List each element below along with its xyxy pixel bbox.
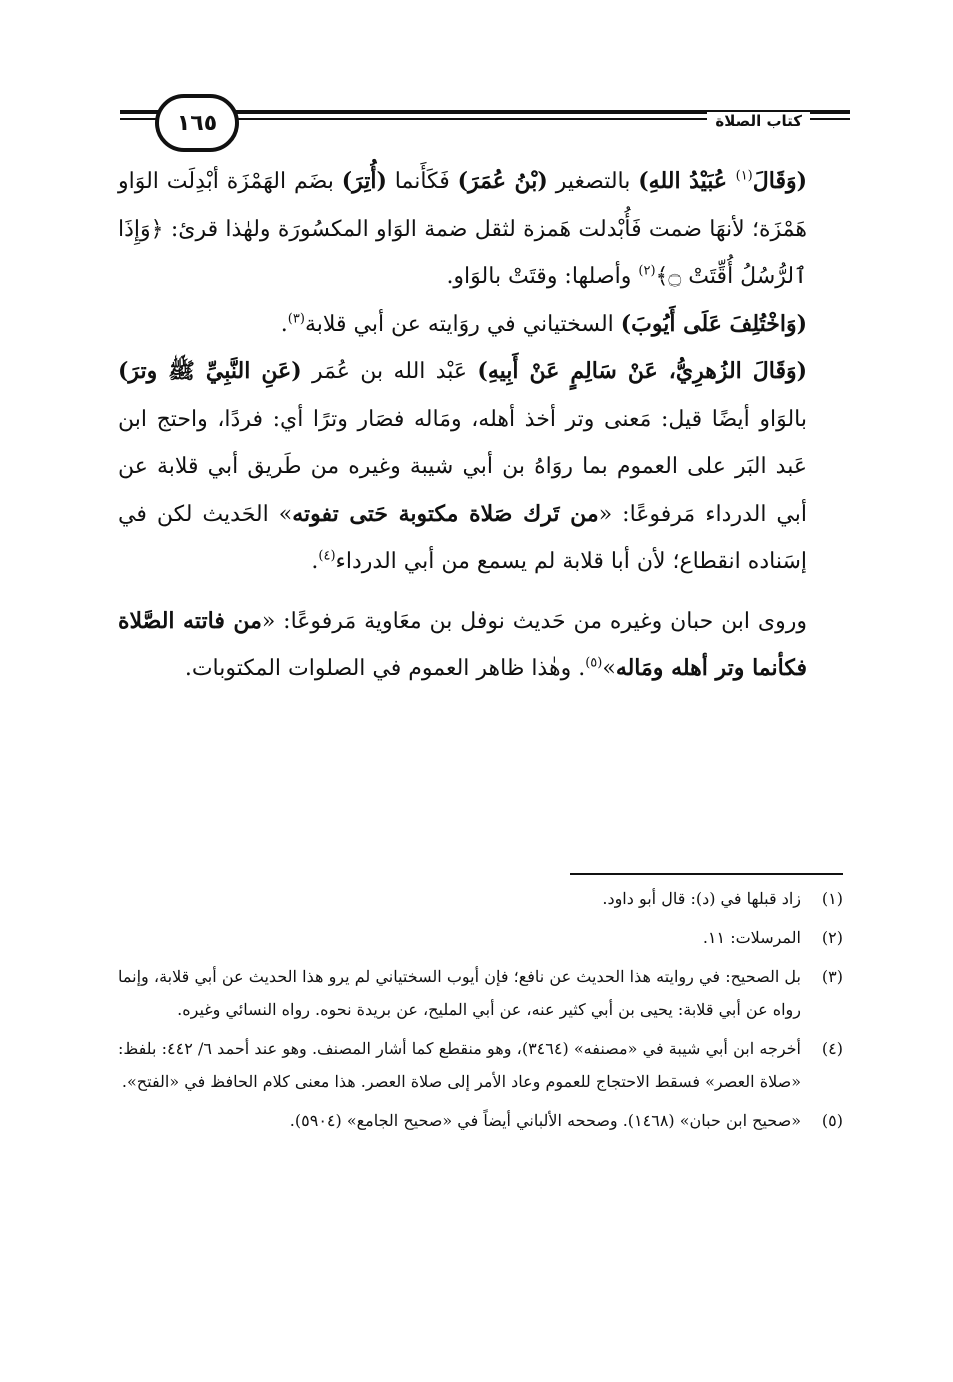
footnote-number: (٢) — [821, 928, 843, 947]
main-text — [118, 158, 843, 693]
footnote-ref: (٤) — [318, 548, 336, 564]
hadith-quote: من فاتته الصَّلاة فكأنما وتر أهله ومَاله — [118, 607, 807, 681]
footnote-text: بل الصحيح: في روايته هذا الحديث عن نافع؛ فإن أيوب السختياني لم يرو هذا الحديث عن أبي قلابة، وإنما رواه عن أبي قلابة: يحيى بن أبي كثير عنه، عن أبي المليح، عن بريدة نحوه. رواه النسائي وغيره. — [118, 967, 801, 1019]
text: . — [311, 549, 319, 574]
text: » الحَديث لكن في إسَناده انقطاع؛ لأن أبا قلابة لم يسمع من أبي الدرداء — [118, 501, 807, 574]
hadith-quote: من تَرك صَلاة مكتوبة حَتى تفوته — [292, 500, 599, 527]
footnote — [118, 1032, 843, 1098]
running-title: كتاب الصلاة — [707, 112, 810, 130]
footnote — [118, 921, 843, 954]
page-number: ١٦٥ — [155, 94, 239, 152]
quote: عُبَيْدُ اللهِ) — [638, 168, 736, 194]
footnotes — [118, 882, 843, 1143]
paragraph-1 — [118, 158, 843, 301]
footnote-text: أخرجه ابن أبي شيبة في «مصنفه» (٣٤٦٤)، وهو منقطع كما أشار المصنف. وهو عند أحمد ٦/ ٤٤٢: بلفظ: «صلاة العصر» فسقط الاحتجاج للعموم وعاد الأمر إلى صلاة العصر. هذا معنى كلام الحافظ في «الفتح». — [118, 1039, 801, 1091]
quote: (وَاخْتُلِفَ عَلَى أَيُوبَ) — [620, 310, 807, 337]
text: بضَم الهَمْزَة أبْدِلَت الوَاو هَمْزَة؛ لأنهَا ضمت فَأُبْدلت هَمزة لثقل ضمة الوَاو المكسُورَة ولهٰذا قرئ: ﴿وَإِذَا ٱلرُّسُلُ أُقِّتَتْ ۝﴾ — [118, 169, 807, 289]
text: بالوَاو أيضًا قيل: مَعنى وتر أخذ أهله، ومَاله فصَار وترًا أي: فردًا، واحتج ابن عَبد البَر على العموم بما روَاهُ بن أبي شيبة وغيره من طَريق أبي قلابة عن أبي الدرداء مَرفوعًا: « — [118, 406, 807, 527]
quote: (وَقَالَ — [752, 168, 807, 194]
paragraph-2 — [118, 301, 843, 349]
text: . وهٰذا ظاهر العموم في الصلوات المكتوبات. — [184, 656, 586, 681]
text: » — [602, 656, 616, 681]
text: . — [280, 311, 288, 337]
quote: (عَنِ النَّبِيِّ ﷺ وترَ) — [118, 358, 302, 384]
footnote — [118, 882, 843, 915]
footnote-text: زاد قبلها في (د): قال أبو داود. — [602, 889, 801, 908]
quote: (وَقَالَ الزُهرِيُّ، عَنْ سَالِمٍ عَنْ أَبِيهِ) — [477, 358, 808, 384]
text: السختياني في روَايته عن أبي قلابة — [304, 311, 621, 337]
footnote-ref: (٥) — [585, 655, 603, 671]
footnote — [118, 1104, 843, 1137]
text: عَبْد الله بن عُمَر — [301, 359, 478, 384]
text: فَكَأَنما — [386, 169, 458, 194]
text: وروى ابن حبان وغيره من حَديث نوفل بن معَاوية مَرفوعًا: « — [261, 608, 807, 634]
footnote — [118, 960, 843, 1026]
footnote-number: (١) — [821, 889, 843, 908]
page-header — [120, 88, 850, 148]
footnote-number: (٤) — [821, 1039, 843, 1058]
quote: (بْنُ عُمَرَ) — [457, 168, 548, 194]
footnote-text: «صحيح ابن حبان» (١٤٦٨). وصححه الألباني أيضاً في «صحيح الجامع» (٥٩٠٤). — [289, 1111, 801, 1130]
text: وأصلها: وقتَتْ بالوَاو. — [446, 264, 639, 289]
footnote-ref: (٢) — [638, 263, 656, 279]
paragraph-4 — [118, 598, 843, 693]
quote: (أُتِرَ) — [341, 168, 387, 194]
text: بالتصغير — [547, 169, 639, 194]
footnote-number: (٣) — [821, 967, 843, 986]
footnote-separator — [570, 873, 843, 875]
paragraph-3 — [118, 348, 843, 586]
footnote-ref: (٣) — [287, 311, 305, 327]
footnote-ref: (١) — [735, 168, 753, 184]
footnote-text: المرسلات: ١١. — [702, 928, 801, 947]
footnote-number: (٥) — [821, 1111, 843, 1130]
